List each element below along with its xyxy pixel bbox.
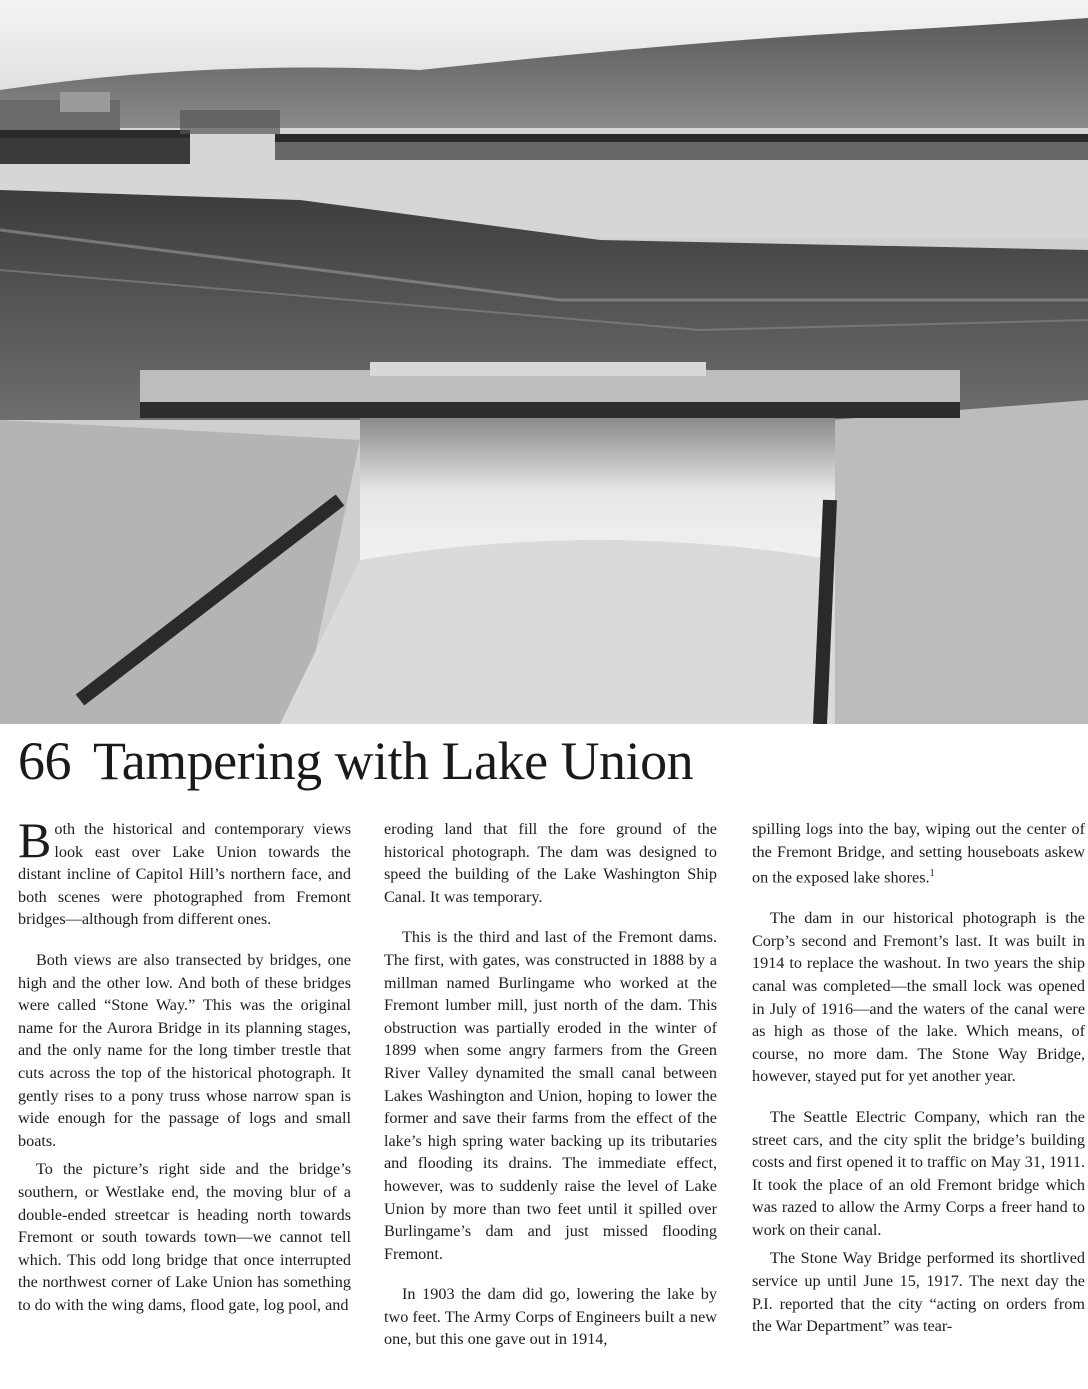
- article-title-text: Tampering with Lake Union: [93, 731, 694, 791]
- column-1: [18, 812, 351, 1316]
- col1-paragraph-2: Both views are also transected by bridges, one high and the other low. And both of these bridges were called “Stone Way.” This was the original name for the Aurora Bridge in its planning stages, and the only name for the long timber trestle that cuts across the top of the historical photograph. It gently rises to a pony truss whose narrow span is wide enough for the passage of logs and small boats.: [18, 950, 351, 1150]
- drop-cap: B: [18, 812, 52, 868]
- column-2: [384, 818, 717, 1351]
- col2-paragraph-3: In 1903 the dam did go, lowering the lake by two feet. The Army Corps of Engineers built a new one, but this one gave out in 1914,: [384, 1285, 717, 1349]
- col3-paragraph-1: [752, 818, 1085, 889]
- article-number: 66: [18, 731, 71, 791]
- col3-paragraph-1-text: spilling logs into the bay, wiping out the center of the Fremont Bridge, and setting houseboats askew on the exposed lake shores.: [752, 820, 1085, 887]
- col2-paragraph-1: eroding land that fill the fore ground of the historical photograph. The dam was designed to speed the building of the Lake Washington Ship Canal. It was temporary.: [384, 820, 717, 906]
- col1-paragraph-3: To the picture’s right side and the bridge’s southern, or Westlake end, the moving blur of a double-ended streetcar is heading north towards Fremont or south towards town—we cannot tell which. This odd long bridge that once interrupted the northwest corner of Lake Union has something to do with the wing dams, flood gate, log pool, and: [18, 1160, 351, 1314]
- col2-paragraph-2: This is the third and last of the Fremont dams. The first, with gates, was constructed in 1888 by a millman named Burlingame who worked at the Fremont lumber mill, just north of the dam. This obstruction was partially eroded in the winter of 1899 when some angry farmers from the Green River Valley dynamited the small canal between Lakes Washington and Union, hoping to lower the former and save their farms from the effect of the lake’s high spring water backing up its tributaries and flooding its drains. The immediate effect, however, was to suddenly raise the level of Lake Union by more than two feet until it spilled over Burlingame’s dam and just missed flooding Fremont.: [384, 928, 717, 1263]
- col1-paragraph-1: [18, 812, 351, 931]
- footnote-mark: 1: [929, 868, 935, 880]
- col3-paragraph-3: The Seattle Electric Company, which ran the street cars, and the city split the bridge’s building costs and first opened it to traffic on May 31, 1911. It took the place of an old Fremont bridge which was razed to allow the Army Corps a freer hand to work on their canal.: [752, 1107, 1085, 1239]
- col3-paragraph-2: The dam in our historical photograph is the Corp’s second and Fremont’s last. It was built in 1914 to replace the washout. In two years the ship canal was completed—the small lock was opened in July of 1916—and the waters of the canal were as high as those of the lake. Which means, of course, no more dam. The Stone Way Bridge, however, stayed put for yet another year.: [752, 909, 1085, 1086]
- col3-paragraph-4: The Stone Way Bridge performed its shortlived service up until June 15, 1917. The next day the P.I. reported that the city “acting on orders from the War Department” was tear-: [752, 1249, 1085, 1336]
- col1-paragraph-1-text: oth the historical and contemporary views look east over Lake Union towards the distant incline of Capitol Hill’s northern face, and both scenes were photographed from Fremont bridges—although from different ones.: [18, 820, 351, 929]
- article-title: [18, 726, 1078, 796]
- column-3: [752, 818, 1085, 1338]
